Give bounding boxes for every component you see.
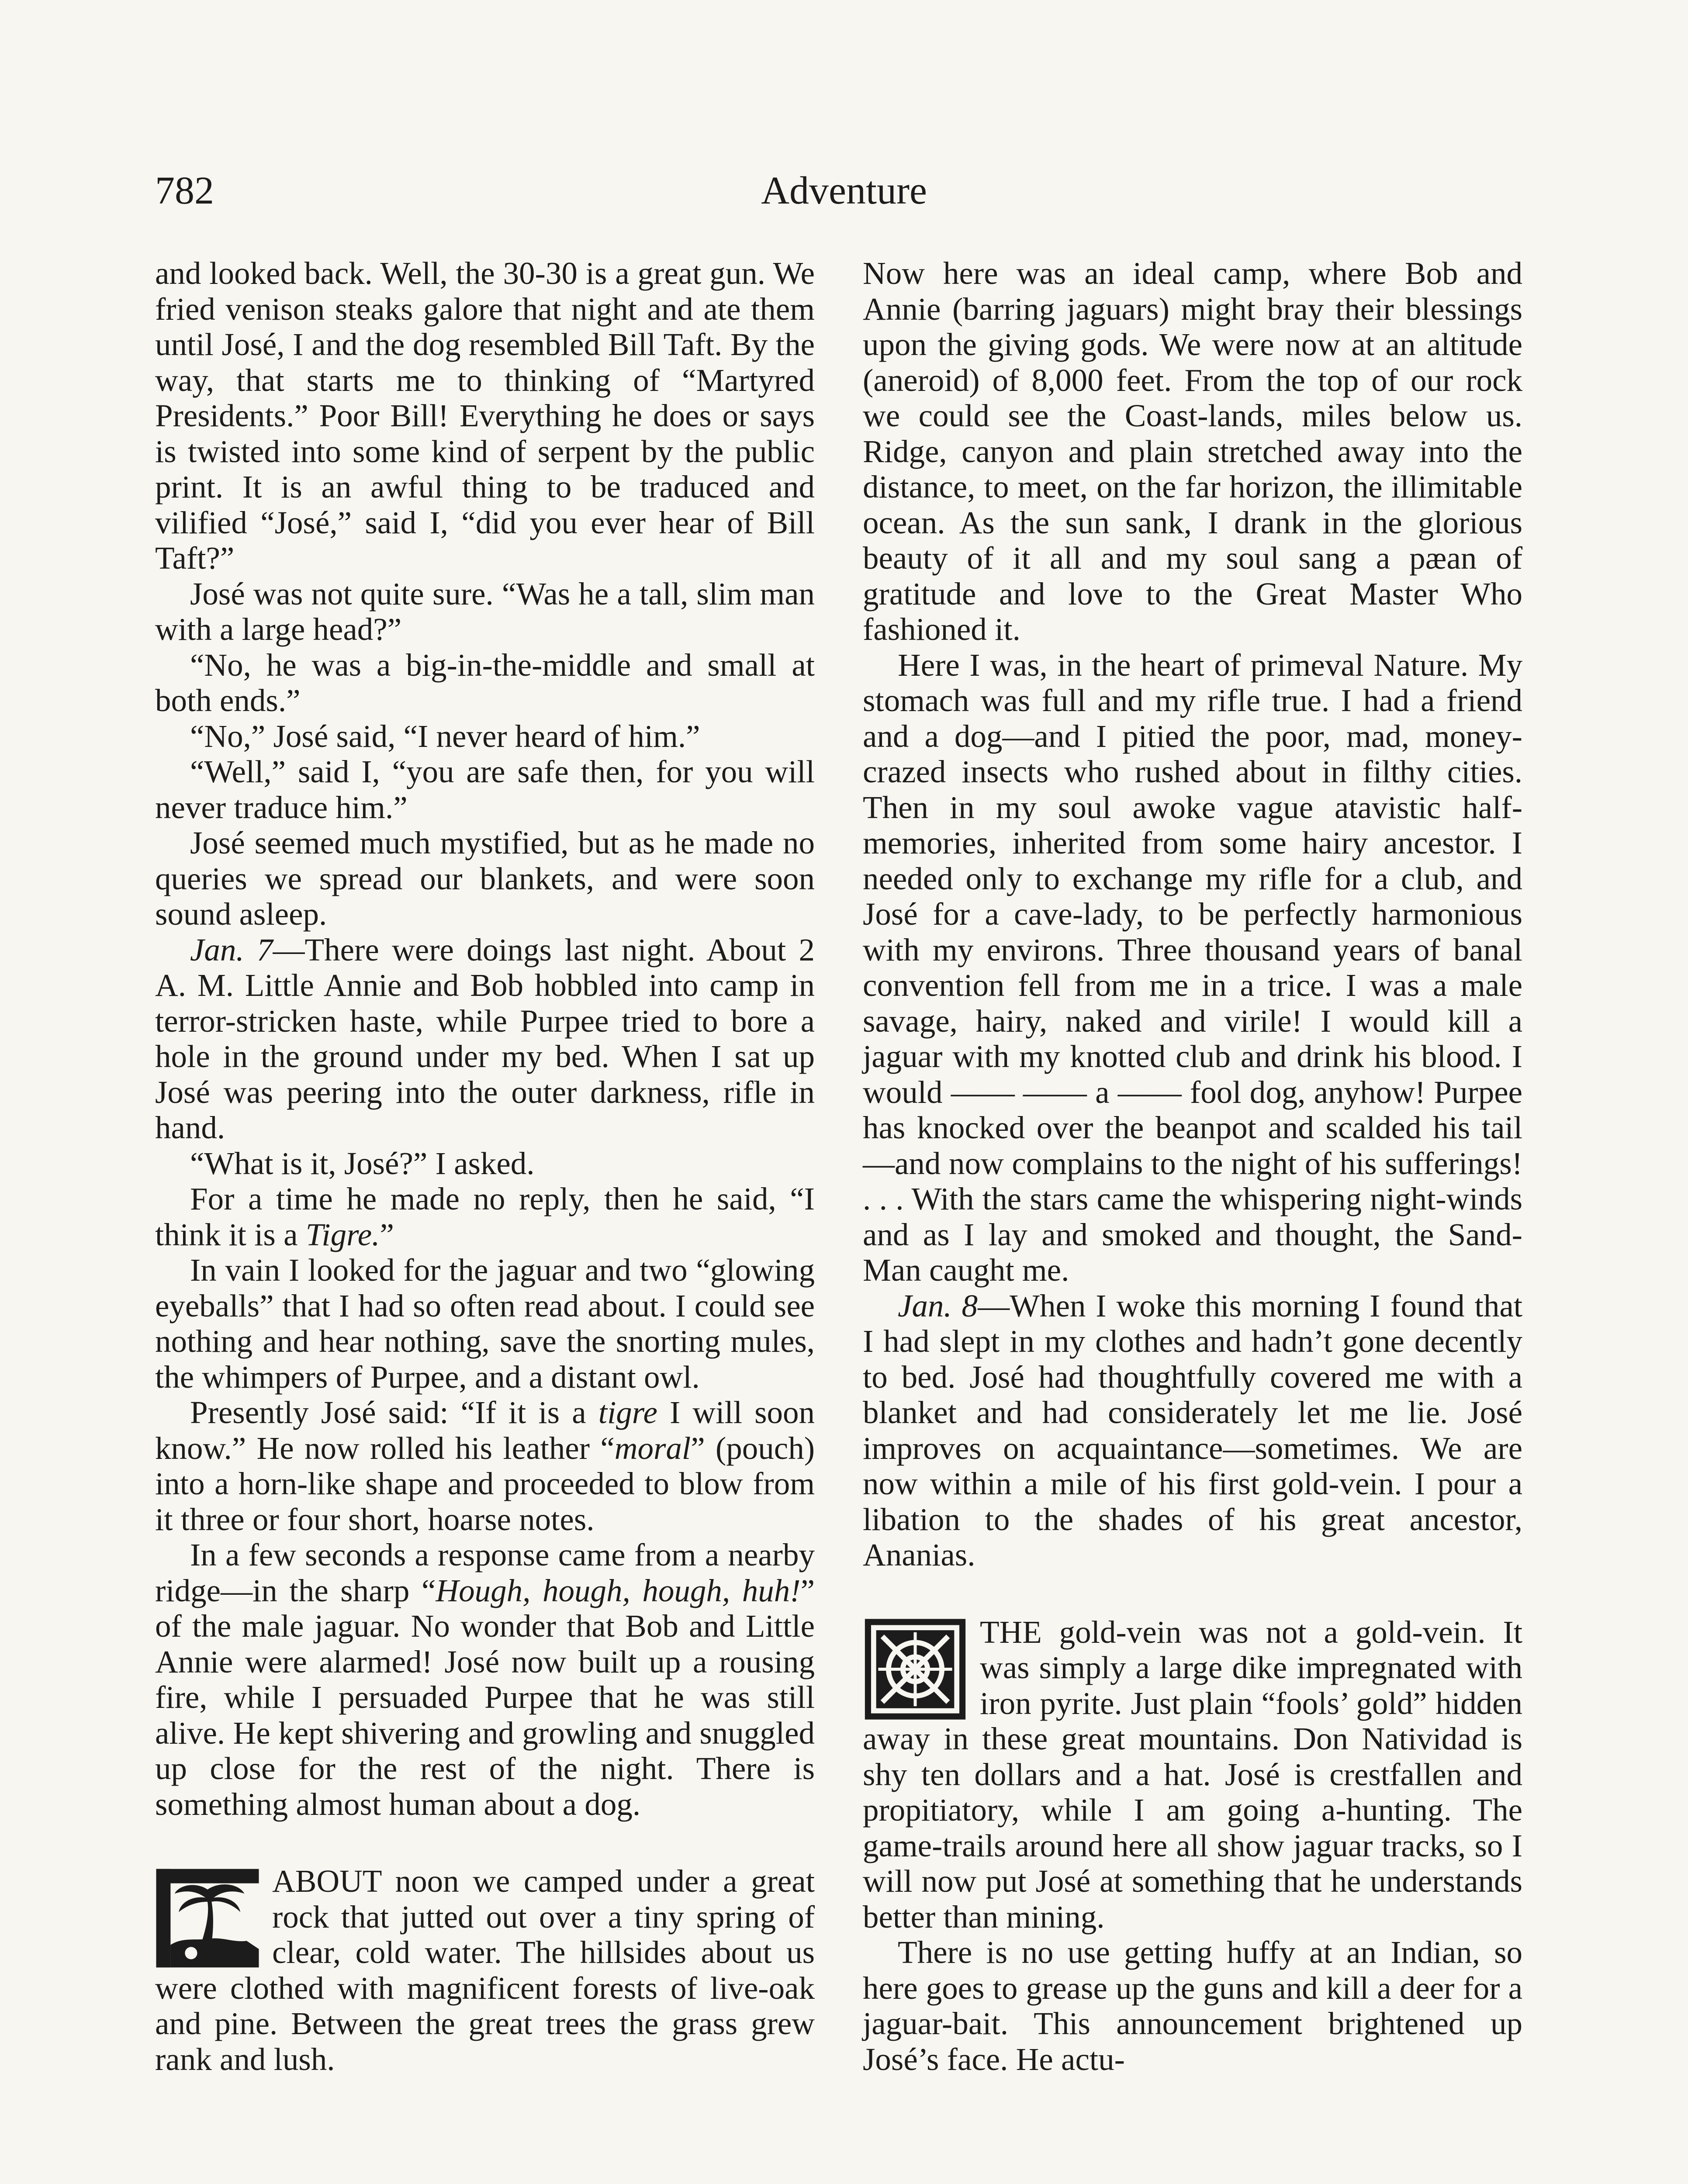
paragraph: In a few seconds a response came from a nearby ridge—in the sharp “Hough, hough, hough, huh!” of the male jaguar. No wonder that Bob and Little Annie were alarmed! José now built up a rousing fire, while I persuaded Purpee that he was still alive. He kept shivering and growling and snuggled up close for the rest of the night. There is something almost human about a dog. (155, 1537, 815, 1822)
paragraph: “No, he was a big-in-the-middle and small at both ends.” (155, 647, 815, 718)
paragraph: Now here was an ideal camp, where Bob and Annie (barring jaguars) might bray their blessings upon the giving gods. We were now at an altitude (aneroid) of 8,000 feet. From the top of our rock we could see the Coast-lands, miles below us. Ridge, canyon and plain stretched away into the distance, to meet, on the far horizon, the illimitable ocean. As the sun sank, I drank in the glorious beauty of it all and my soul sang a pæan of gratitude and love to the Great Master Who fashioned it. (863, 256, 1522, 647)
paragraph: For a time he made no reply, then he said, “I think it is a Tigre.” (155, 1181, 815, 1252)
section-paragraph: ABOUT noon we camped under a great rock that jutted out over a tiny spring of clear, cold water. The hillsides about us were clothed with magnificent forests of live-oak and pine. Between the great trees the grass grew rank and lush. (155, 1863, 815, 2077)
running-title: Adventure (761, 169, 927, 212)
paragraph: Jan. 7—There were doings last night. About 2 A. M. Little Annie and Bob hobbled into camp in terror-stricken haste, while Purpee tried to bore a hole in the ground under my bed. When I sat up José was peering into the outer darkness, rifle in hand. (155, 932, 815, 1145)
paragraph: “Well,” said I, “you are safe then, for you will never traduce him.” (155, 754, 815, 825)
palm-tree-ornament-icon (155, 1867, 260, 1970)
right-column (863, 256, 1522, 2077)
celtic-knot-ornament-icon (863, 1618, 968, 1721)
section-paragraph: THE gold-vein was not a gold-vein. It was simply a large dike impregnated with iron pyrite. Just plain “fools’ gold” hidden away in these great mountains. Don Natividad is shy ten dollars and a hat. José is crestfallen and propitiatory, while I am going a-hunting. The game-trails around here all show jaguar tracks, so I will now put José at something that he understands better than mining. (863, 1614, 1522, 1935)
left-column (155, 256, 815, 2077)
diary-date: Jan. 7 (190, 932, 273, 968)
diary-date: Jan. 8 (898, 1288, 978, 1324)
paragraph: José seemed much mystified, but as he made no queries we spread our blankets, and were soon sound asleep. (155, 825, 815, 932)
paragraph: Here I was, in the heart of primeval Nature. My stomach was full and my rifle true. I had a friend and a dog—and I pitied the poor, mad, money-crazed insects who rushed about in filthy cities. Then in my soul awoke vague atavistic half-memories, inherited from some hairy ancestor. I needed only to exchange my rifle for a club, and José for a cave-lady, to be perfectly harmonious with my environs. Three thousand years of banal convention fell from me in a trice. I was a male savage, hairy, naked and virile! I would kill a jaguar with my knotted club and drink his blood. I would —— —— a —— fool dog, anyhow! Purpee has knocked over the beanpot and scalded his tail—and now complains to the night of his sufferings! . . . With the stars came the whispering night-winds and as I lay and smoked and thought, the Sand-Man caught me. (863, 647, 1522, 1288)
paragraph: “What is it, José?” I asked. (190, 1145, 535, 1181)
paragraph: Presently José said: “If it is a tigre I will soon know.” He now rolled his leather “moral” (pouch) into a horn-like shape and proceeded to blow from it three or four short, hoarse notes. (155, 1395, 815, 1537)
paragraph: In vain I looked for the jaguar and two “glowing eyeballs” that I had so often read about. I could see nothing and hear nothing, save the snorting mules, the whimpers of Purpee, and a distant owl. (155, 1252, 815, 1395)
paragraph: José was not quite sure. “Was he a tall, slim man with a large head?” (155, 576, 815, 647)
paragraph: “No,” José said, “I never heard of him.” (190, 718, 700, 754)
paragraph: There is no use getting huffy at an Indian, so here goes to grease up the guns and kill a deer for a jaguar-bait. This announcement brightened up José’s face. He actu- (863, 1935, 1522, 2077)
paragraph: Jan. 8—When I woke this morning I found that I had slept in my clothes and hadn’t gone decently to bed. José had thoughtfully covered me with a blanket and had considerately let me lie. José improves on acquaintance—sometimes. We are now within a mile of his first gold-vein. I pour a libation to the shades of his great ancestor, Ananias. (863, 1288, 1522, 1572)
page-number: 782 (155, 169, 214, 212)
paragraph: and looked back. Well, the 30-30 is a great gun. We fried venison steaks galore that night and ate them until José, I and the dog resembled Bill Taft. By the way, that starts me to thinking of “Martyred Presidents.” Poor Bill! Everything he does or says is twisted into some kind of serpent by the public print. It is an awful thing to be traduced and vilified “José,” said I, “did you ever hear of Bill Taft?” (155, 256, 815, 576)
